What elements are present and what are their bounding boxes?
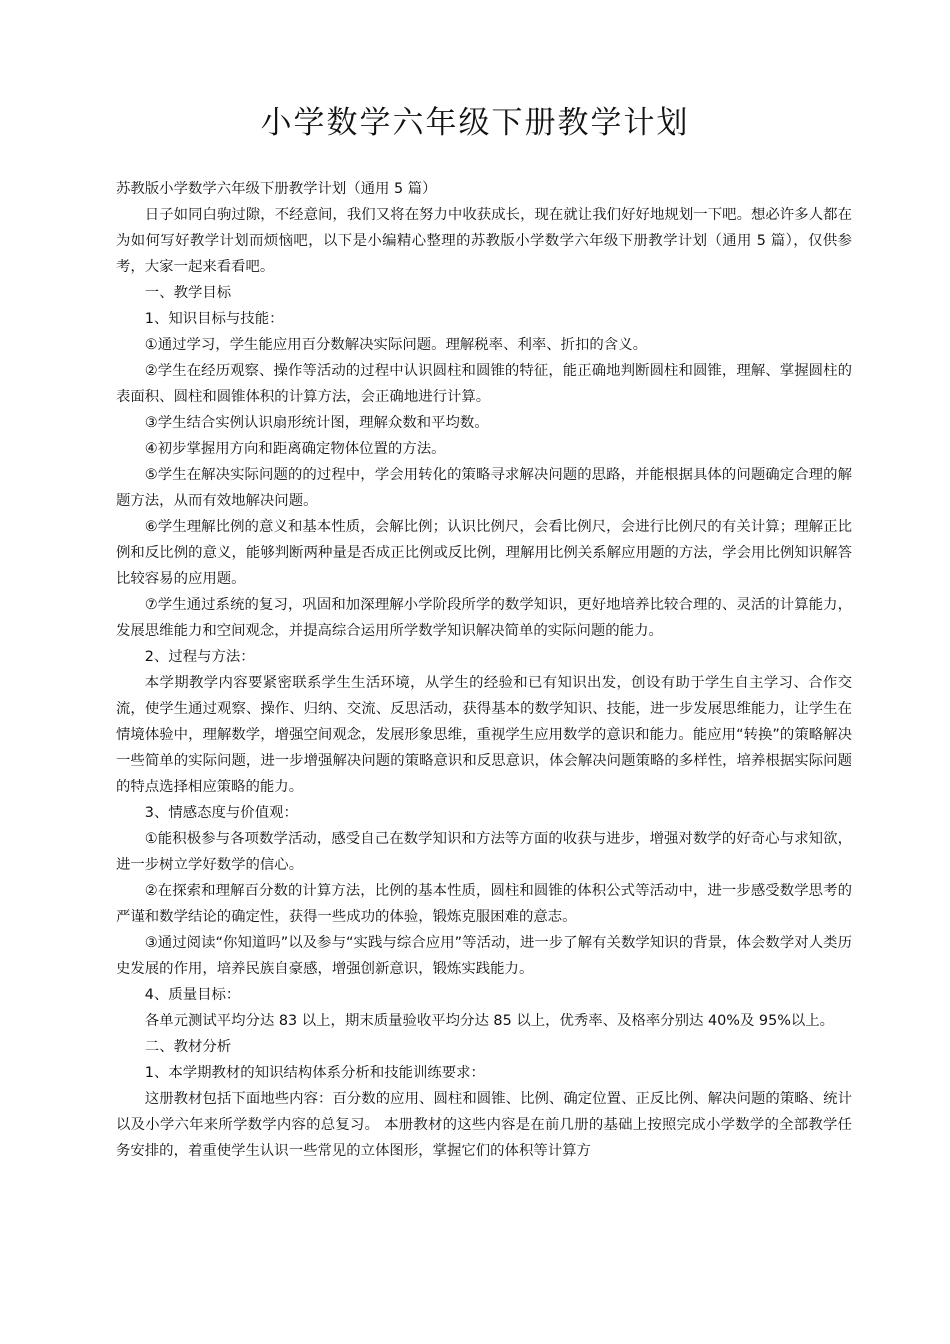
- subsection-heading: 3、情感态度与价值观：: [144, 805, 298, 821]
- body-paragraph: ②在探索和理解百分数的计算方法，比例的基本性质，圆柱和圆锥的体积公式等活动中，进一步感受数学思考的严谨和数学结论的确定性，获得一些成功的体验，锻炼克服困难的意志。: [116, 883, 852, 925]
- body-paragraph: ②学生在经历观察、操作等活动的过程中认识圆柱和圆锥的特征，能正确地判断圆柱和圆锥，理解、掌握圆柱的表面积、圆柱和圆锥体积的计算方法，会正确地进行计算。: [116, 363, 852, 405]
- body-paragraph: 各单元测试平均分达 83 以上，期末质量验收平均分达 85 以上，优秀率、及格率分别达 40%及 95%以上。: [144, 1013, 835, 1029]
- body-paragraph: ⑤学生在解决实际问题的的过程中，学会用转化的策略寻求解决问题的思路，并能根据具体的问题确定合理的解题方法，从而有效地解决问题。: [116, 467, 852, 509]
- body-paragraph: ③学生结合实例认识扇形统计图，理解众数和平均数。: [144, 415, 489, 431]
- body-paragraph: ③通过阅读“你知道吗”以及参与“实践与综合应用”等活动，进一步了解有关数学知识的背景，体会数学对人类历史发展的作用，培养民族自豪感，增强创新意识，锻炼实践能力。: [116, 935, 852, 977]
- document-title: 小学数学六年级下册教学计划: [260, 105, 690, 141]
- subsection-heading: 4、质量目标：: [144, 987, 241, 1003]
- body-paragraph: 这册教材包括下面地些内容：百分数的应用、圆柱和圆锥、比例、确定位置、正反比例、解决问题的策略、统计以及小学六年来所学数学内容的总复习。 本册教材的这些内容是在前几册的基础上按照完成小学数学的全部教学任务安排的，着重使学生认识一些常见的立体图形，掌握它们的体积等计算方: [116, 1091, 852, 1159]
- section-heading: 二、教材分析: [144, 1039, 232, 1055]
- body-paragraph: 本学期教学内容要紧密联系学生生活环境，从学生的经验和已有知识出发，创设有助于学生自主学习、合作交流，使学生通过观察、操作、归纳、交流、反思活动，获得基本的数学知识、技能，进一步发展思维能力，让学生在情境体验中，理解数学，增强空间观念，发展形象思维，重视学生应用数学的意识和能力。能应用“转换”的策略解决一些简单的实际问题，进一步增强解决问题的策略意识和反思意识，体会解决问题策略的多样性，培养根据实际问题的特点选择相应策略的能力。: [116, 675, 852, 795]
- body-paragraph: ④初步掌握用方向和距离确定物体位置的方法。: [144, 441, 446, 457]
- subtitle-paragraph: 苏教版小学数学六年级下册教学计划（通用 5 篇）: [116, 181, 437, 197]
- section-heading: 一、教学目标: [144, 285, 232, 301]
- body-paragraph: ⑥学生理解比例的意义和基本性质，会解比例；认识比例尺，会看比例尺，会进行比例尺的有关计算；理解正比例和反比例的意义，能够判断两种量是否成正比例或反比例，理解用比例关系解应用题的方法，学会用比例知识解答比较容易的应用题。: [116, 519, 852, 587]
- subsection-heading: 2、过程与方法：: [144, 649, 255, 665]
- intro-paragraph: 日子如同白驹过隙，不经意间，我们又将在努力中收获成长，现在就让我们好好地规划一下吧。想必许多人都在为如何写好教学计划而烦恼吧，以下是小编精心整理的苏教版小学数学六年级下册教学计划（通用 5 篇），仅供参考，大家一起来看看吧。: [116, 207, 852, 275]
- body-paragraph: ①通过学习，学生能应用百分数解决实际问题。理解税率、利率、折扣的含义。: [144, 337, 647, 353]
- document-body: [116, 176, 852, 1164]
- body-paragraph: ①能积极参与各项数学活动，感受自己在数学知识和方法等方面的收获与进步，增强对数学的好奇心与求知欲，进一步树立学好数学的信心。: [116, 831, 852, 873]
- body-paragraph: ⑦学生通过系统的复习，巩固和加深理解小学阶段所学的数学知识，更好地培养比较合理的、灵活的计算能力，发展思维能力和空间观念，并提高综合运用所学数学知识解决简单的实际问题的能力。: [116, 597, 852, 639]
- subsection-heading: 1、知识目标与技能：: [144, 311, 284, 327]
- subsection-heading: 1、本学期教材的知识结构体系分析和技能训练要求：: [144, 1065, 485, 1081]
